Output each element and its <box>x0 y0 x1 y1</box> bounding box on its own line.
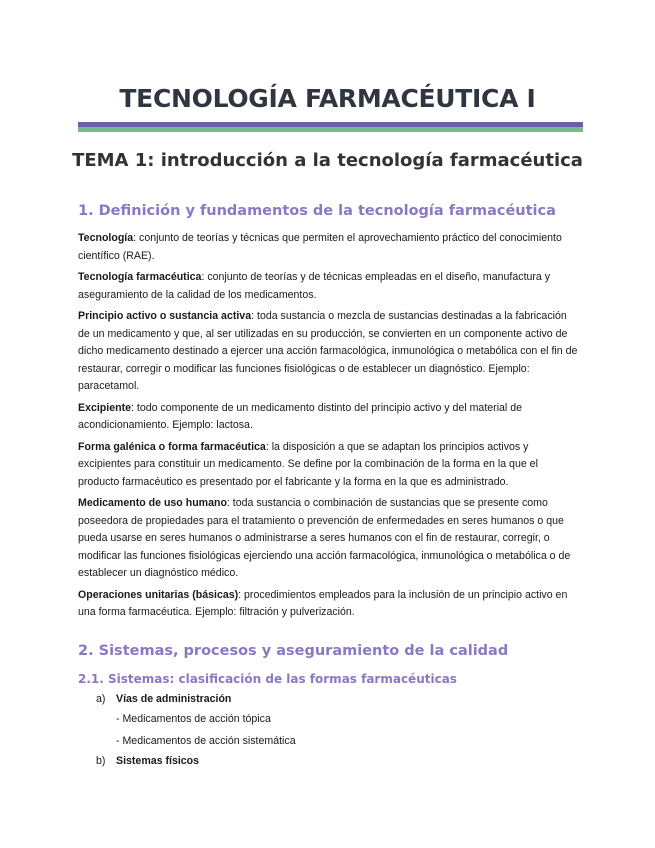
definition-text: : procedimientos empleados para la inclusión de un principio activo en una forma farmacéutica. Ejemplo: filtración y pulverización. <box>78 588 568 618</box>
subsection-2-1-heading: 2.1. Sistemas: clasificación de las formas farmacéuticas <box>78 672 457 686</box>
definition-item <box>78 400 580 435</box>
definition-term: Excipiente <box>78 401 131 414</box>
definition-text: : todo componente de un medicamento distinto del principio activo y del material de acondicionamiento. Ejemplo: lactosa. <box>78 401 523 431</box>
definition-term: Principio activo o sustancia activa <box>78 310 252 322</box>
document-title: TECNOLOGÍA FARMACÉUTICA I <box>119 84 536 113</box>
definition-text: : conjunto de teorías y de técnicas empleadas en el diseño, manufactura y aseguramiento de la calidad de los medicamentos. <box>78 271 551 301</box>
definition-term: Medicamento de uso humano <box>78 497 227 509</box>
definition-text: : conjunto de teorías y técnicas que permiten el aprovechamiento práctico del conocimiento científico (RAE). <box>78 232 562 262</box>
list-subitem: - Medicamentos de acción sistemática <box>116 735 296 747</box>
definition-term: Operaciones unitarias (básicas) <box>78 588 239 601</box>
list-item-title: Sistemas físicos <box>116 755 200 767</box>
definition-item <box>78 269 580 304</box>
title-rule-green <box>78 127 583 132</box>
definitions-list <box>78 230 580 626</box>
list-marker: a) <box>96 693 106 705</box>
definition-term: Forma galénica o forma farmacéutica <box>78 440 266 453</box>
definition-term: Tecnología <box>78 232 134 244</box>
list-marker: b) <box>96 755 106 767</box>
definition-item <box>78 495 580 583</box>
list-item-title: Vías de administración <box>116 693 232 705</box>
definition-item <box>78 439 580 492</box>
definition-term: Tecnología farmacéutica <box>78 271 202 283</box>
definition-text: : toda sustancia o mezcla de sustancias destinadas a la fabricación de un medicamento y que, al ser utilizadas en su producción, se convierten en un componente activo de dicho medicamento destinado a ejercer una acción farmacológica, inmunológica o metabólica con el fin de restaurar, corregir o modificar las funciones fisiológicas o de establecer un diagnóstico. Ejemplo: paracetamol. <box>78 310 578 392</box>
definition-text: : toda sustancia o combinación de sustancias que se presente como poseedora de propiedades para el tratamiento o prevención de enfermedades en seres humanos o que pueda usarse en seres humanos o administrarse a seres humanos con el fin de restaurar, corregir, o modificar las funciones fisiológicas ejerciendo una acción farmacológica, inmunológica o metabólica o de establecer un diagnóstico médico. <box>78 497 571 579</box>
section-2-heading: 2. Sistemas, procesos y aseguramiento de la calidad <box>78 643 509 659</box>
definition-item <box>78 230 580 265</box>
document-subtitle: TEMA 1: introducción a la tecnología farmacéutica <box>72 150 583 171</box>
definition-item <box>78 587 580 622</box>
definition-item <box>78 308 580 396</box>
section-1-heading: 1. Definición y fundamentos de la tecnología farmacéutica <box>78 203 556 219</box>
definition-text: : la disposición a que se adaptan los principios activos y excipientes para constituir un medicamento. Se define por la combinación de la forma en la que el producto farmacéutico es presentado por el fabricante y la forma en la que es administrado. <box>78 440 538 488</box>
list-subitem: - Medicamentos de acción tópica <box>116 713 271 725</box>
